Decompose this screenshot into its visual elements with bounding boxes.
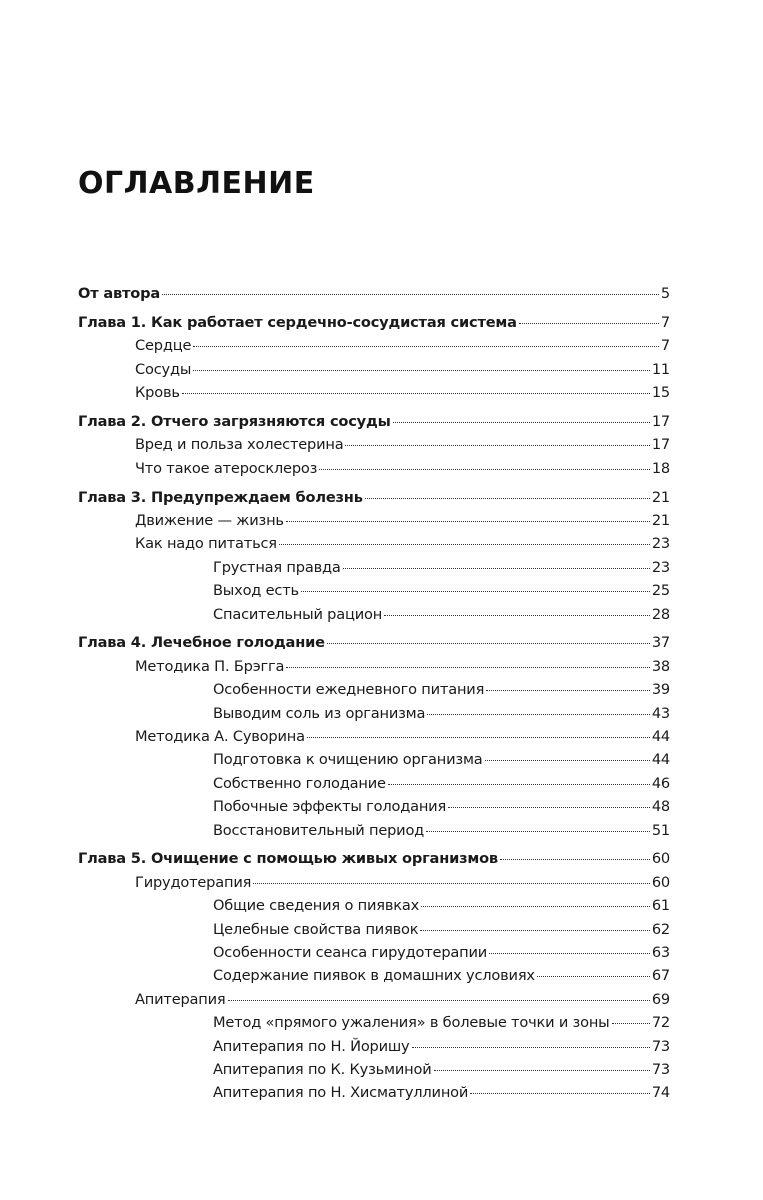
toc-entry-title: Методика А. Суворина xyxy=(135,728,305,746)
toc-entry xyxy=(78,381,670,404)
toc-entry-page-number: 60 xyxy=(651,850,670,868)
dot-leader xyxy=(384,615,650,616)
table-of-contents xyxy=(78,282,670,1105)
toc-entry-page-number: 60 xyxy=(651,873,670,891)
toc-entry-title: Кровь xyxy=(135,384,180,402)
dot-leader xyxy=(420,930,649,931)
dot-leader xyxy=(470,1093,650,1094)
toc-entry-title: Выводим соль из организма xyxy=(213,704,426,722)
dot-leader xyxy=(485,760,650,761)
toc-entry xyxy=(78,964,670,987)
toc-entry-title: Грустная правда xyxy=(213,558,341,576)
toc-entry xyxy=(78,655,670,678)
dot-leader xyxy=(426,831,650,832)
dot-leader xyxy=(388,784,650,785)
dot-leader xyxy=(486,690,650,691)
toc-entry xyxy=(78,748,670,771)
toc-entry-title: Гирудотерапия xyxy=(135,873,252,891)
dot-leader xyxy=(345,445,649,446)
toc-entry-page-number: 7 xyxy=(660,313,670,331)
toc-entry-title: Глава 2. Отчего загрязняются сосуды xyxy=(78,412,391,430)
toc-entry-title: Глава 3. Предупреждаем болезнь xyxy=(78,488,363,506)
toc-entry-title: Апитерапия по Н. Йоришу xyxy=(213,1037,410,1055)
toc-entry-title: Спасительный рацион xyxy=(213,605,383,623)
toc-entry-title: Восстановительный период xyxy=(213,821,425,839)
toc-entry xyxy=(78,918,670,941)
toc-entry-title: Апитерапия по Н. Хисматуллиной xyxy=(213,1084,469,1102)
dot-leader xyxy=(421,906,650,907)
toc-entry xyxy=(78,819,670,842)
toc-entry-page-number: 21 xyxy=(651,512,670,530)
toc-chapter-entry xyxy=(78,282,670,305)
dot-leader xyxy=(193,370,650,371)
dot-leader xyxy=(162,294,659,295)
toc-entry xyxy=(78,795,670,818)
toc-entry-title: Собственно голодание xyxy=(213,774,386,792)
toc-entry-page-number: 51 xyxy=(651,821,670,839)
toc-entry-page-number: 63 xyxy=(651,944,670,962)
toc-entry-page-number: 25 xyxy=(651,582,670,600)
toc-entry xyxy=(78,532,670,555)
toc-entry xyxy=(78,334,670,357)
dot-leader xyxy=(412,1047,650,1048)
toc-entry xyxy=(78,556,670,579)
toc-entry-page-number: 5 xyxy=(660,285,670,302)
toc-entry-title: Глава 5. Очищение с помощью живых организмов xyxy=(78,850,498,868)
dot-leader xyxy=(434,1070,650,1071)
toc-entry xyxy=(78,603,670,626)
dot-leader xyxy=(365,498,650,499)
toc-entry-title: Целебные свойства пиявок xyxy=(213,920,419,938)
toc-entry-page-number: 44 xyxy=(651,728,670,746)
toc-chapter-entry xyxy=(78,486,670,509)
toc-entry-page-number: 7 xyxy=(660,337,670,355)
toc-entry xyxy=(78,871,670,894)
toc-entry xyxy=(78,725,670,748)
toc-entry-title: Сосуды xyxy=(135,360,192,378)
toc-entry-title: Метод «прямого ужаления» в болевые точки и зоны xyxy=(213,1014,610,1032)
toc-entry-title: Глава 4. Лечебное голодание xyxy=(78,634,325,652)
toc-entry-title: Выход есть xyxy=(213,582,299,600)
toc-entry-page-number: 11 xyxy=(651,360,670,378)
toc-entry xyxy=(78,1035,670,1058)
toc-entry xyxy=(78,1011,670,1034)
toc-entry xyxy=(78,702,670,725)
toc-entry-title: Особенности ежедневного питания xyxy=(213,681,485,699)
dot-leader xyxy=(448,807,650,808)
toc-chapter-entry xyxy=(78,631,670,654)
dot-leader xyxy=(519,323,659,324)
dot-leader xyxy=(612,1023,650,1024)
dot-leader xyxy=(301,591,650,592)
toc-entry-page-number: 67 xyxy=(651,967,670,985)
toc-entry xyxy=(78,509,670,532)
dot-leader xyxy=(500,859,650,860)
toc-entry xyxy=(78,941,670,964)
toc-entry-page-number: 38 xyxy=(651,657,670,675)
toc-entry-page-number: 61 xyxy=(651,897,670,915)
toc-entry xyxy=(78,1081,670,1104)
toc-entry-page-number: 23 xyxy=(651,535,670,553)
toc-entry-title: Движение — жизнь xyxy=(135,512,284,530)
dot-leader xyxy=(307,737,650,738)
toc-entry-title: Подготовка к очищению организма xyxy=(213,751,483,769)
toc-entry-title: Общие сведения о пиявках xyxy=(213,897,420,915)
toc-entry-page-number: 48 xyxy=(651,798,670,816)
toc-entry-title: От автора xyxy=(78,285,161,302)
toc-entry-page-number: 15 xyxy=(651,384,670,402)
toc-entry-page-number: 37 xyxy=(651,634,670,652)
toc-entry-page-number: 17 xyxy=(651,412,670,430)
toc-entry-page-number: 39 xyxy=(651,681,670,699)
toc-entry-title: Методика П. Брэгга xyxy=(135,657,285,675)
toc-entry xyxy=(78,433,670,456)
toc-entry-page-number: 18 xyxy=(651,459,670,477)
toc-entry-page-number: 62 xyxy=(651,920,670,938)
toc-entry-page-number: 69 xyxy=(651,990,670,1008)
toc-entry-page-number: 28 xyxy=(651,605,670,623)
toc-entry-page-number: 43 xyxy=(651,704,670,722)
toc-entry-page-number: 44 xyxy=(651,751,670,769)
toc-entry-title: Побочные эффекты голодания xyxy=(213,798,447,816)
toc-entry-title: Апитерапия xyxy=(135,990,226,1008)
dot-leader xyxy=(286,521,650,522)
toc-entry xyxy=(78,579,670,602)
toc-entry-title: Апитерапия по К. Кузьминой xyxy=(213,1061,432,1078)
dot-leader xyxy=(343,568,650,569)
toc-chapter-entry xyxy=(78,410,670,433)
dot-leader xyxy=(327,643,650,644)
toc-entry-title: Как надо питаться xyxy=(135,535,277,553)
dot-leader xyxy=(193,346,659,347)
toc-entry xyxy=(78,358,670,381)
dot-leader xyxy=(228,1000,650,1001)
toc-chapter-entry xyxy=(78,311,670,334)
dot-leader xyxy=(286,667,650,668)
toc-entry xyxy=(78,988,670,1011)
toc-entry-page-number: 23 xyxy=(651,558,670,576)
toc-entry-page-number: 72 xyxy=(651,1014,670,1032)
toc-entry-title: Сердце xyxy=(135,337,192,355)
toc-entry xyxy=(78,678,670,701)
toc-entry-title: Глава 1. Как работает сердечно-сосудистая система xyxy=(78,313,517,331)
dot-leader xyxy=(279,544,650,545)
dot-leader xyxy=(537,976,650,977)
toc-entry-page-number: 73 xyxy=(651,1037,670,1055)
toc-entry-page-number: 17 xyxy=(651,436,670,454)
toc-entry-page-number: 46 xyxy=(651,774,670,792)
dot-leader xyxy=(253,883,650,884)
dot-leader xyxy=(489,953,650,954)
toc-entry-title: Особенности сеанса гирудотерапии xyxy=(213,944,488,962)
toc-entry xyxy=(78,457,670,480)
toc-chapter-entry xyxy=(78,847,670,870)
toc-entry-title: Содержание пиявок в домашних условиях xyxy=(213,967,535,985)
dot-leader xyxy=(393,422,650,423)
toc-entry-title: Что такое атеросклероз xyxy=(135,459,318,477)
dot-leader xyxy=(427,714,650,715)
toc-entry xyxy=(78,894,670,917)
toc-entry-page-number: 74 xyxy=(651,1084,670,1102)
toc-entry xyxy=(78,772,670,795)
toc-entry-page-number: 21 xyxy=(651,488,670,506)
toc-entry-title: Вред и польза холестерина xyxy=(135,436,344,454)
dot-leader xyxy=(319,469,650,470)
toc-entry-page-number: 73 xyxy=(651,1061,670,1078)
dot-leader xyxy=(182,393,650,394)
toc-entry xyxy=(78,1058,670,1081)
page-title: ОГЛАВЛЕНИЕ xyxy=(78,166,315,201)
